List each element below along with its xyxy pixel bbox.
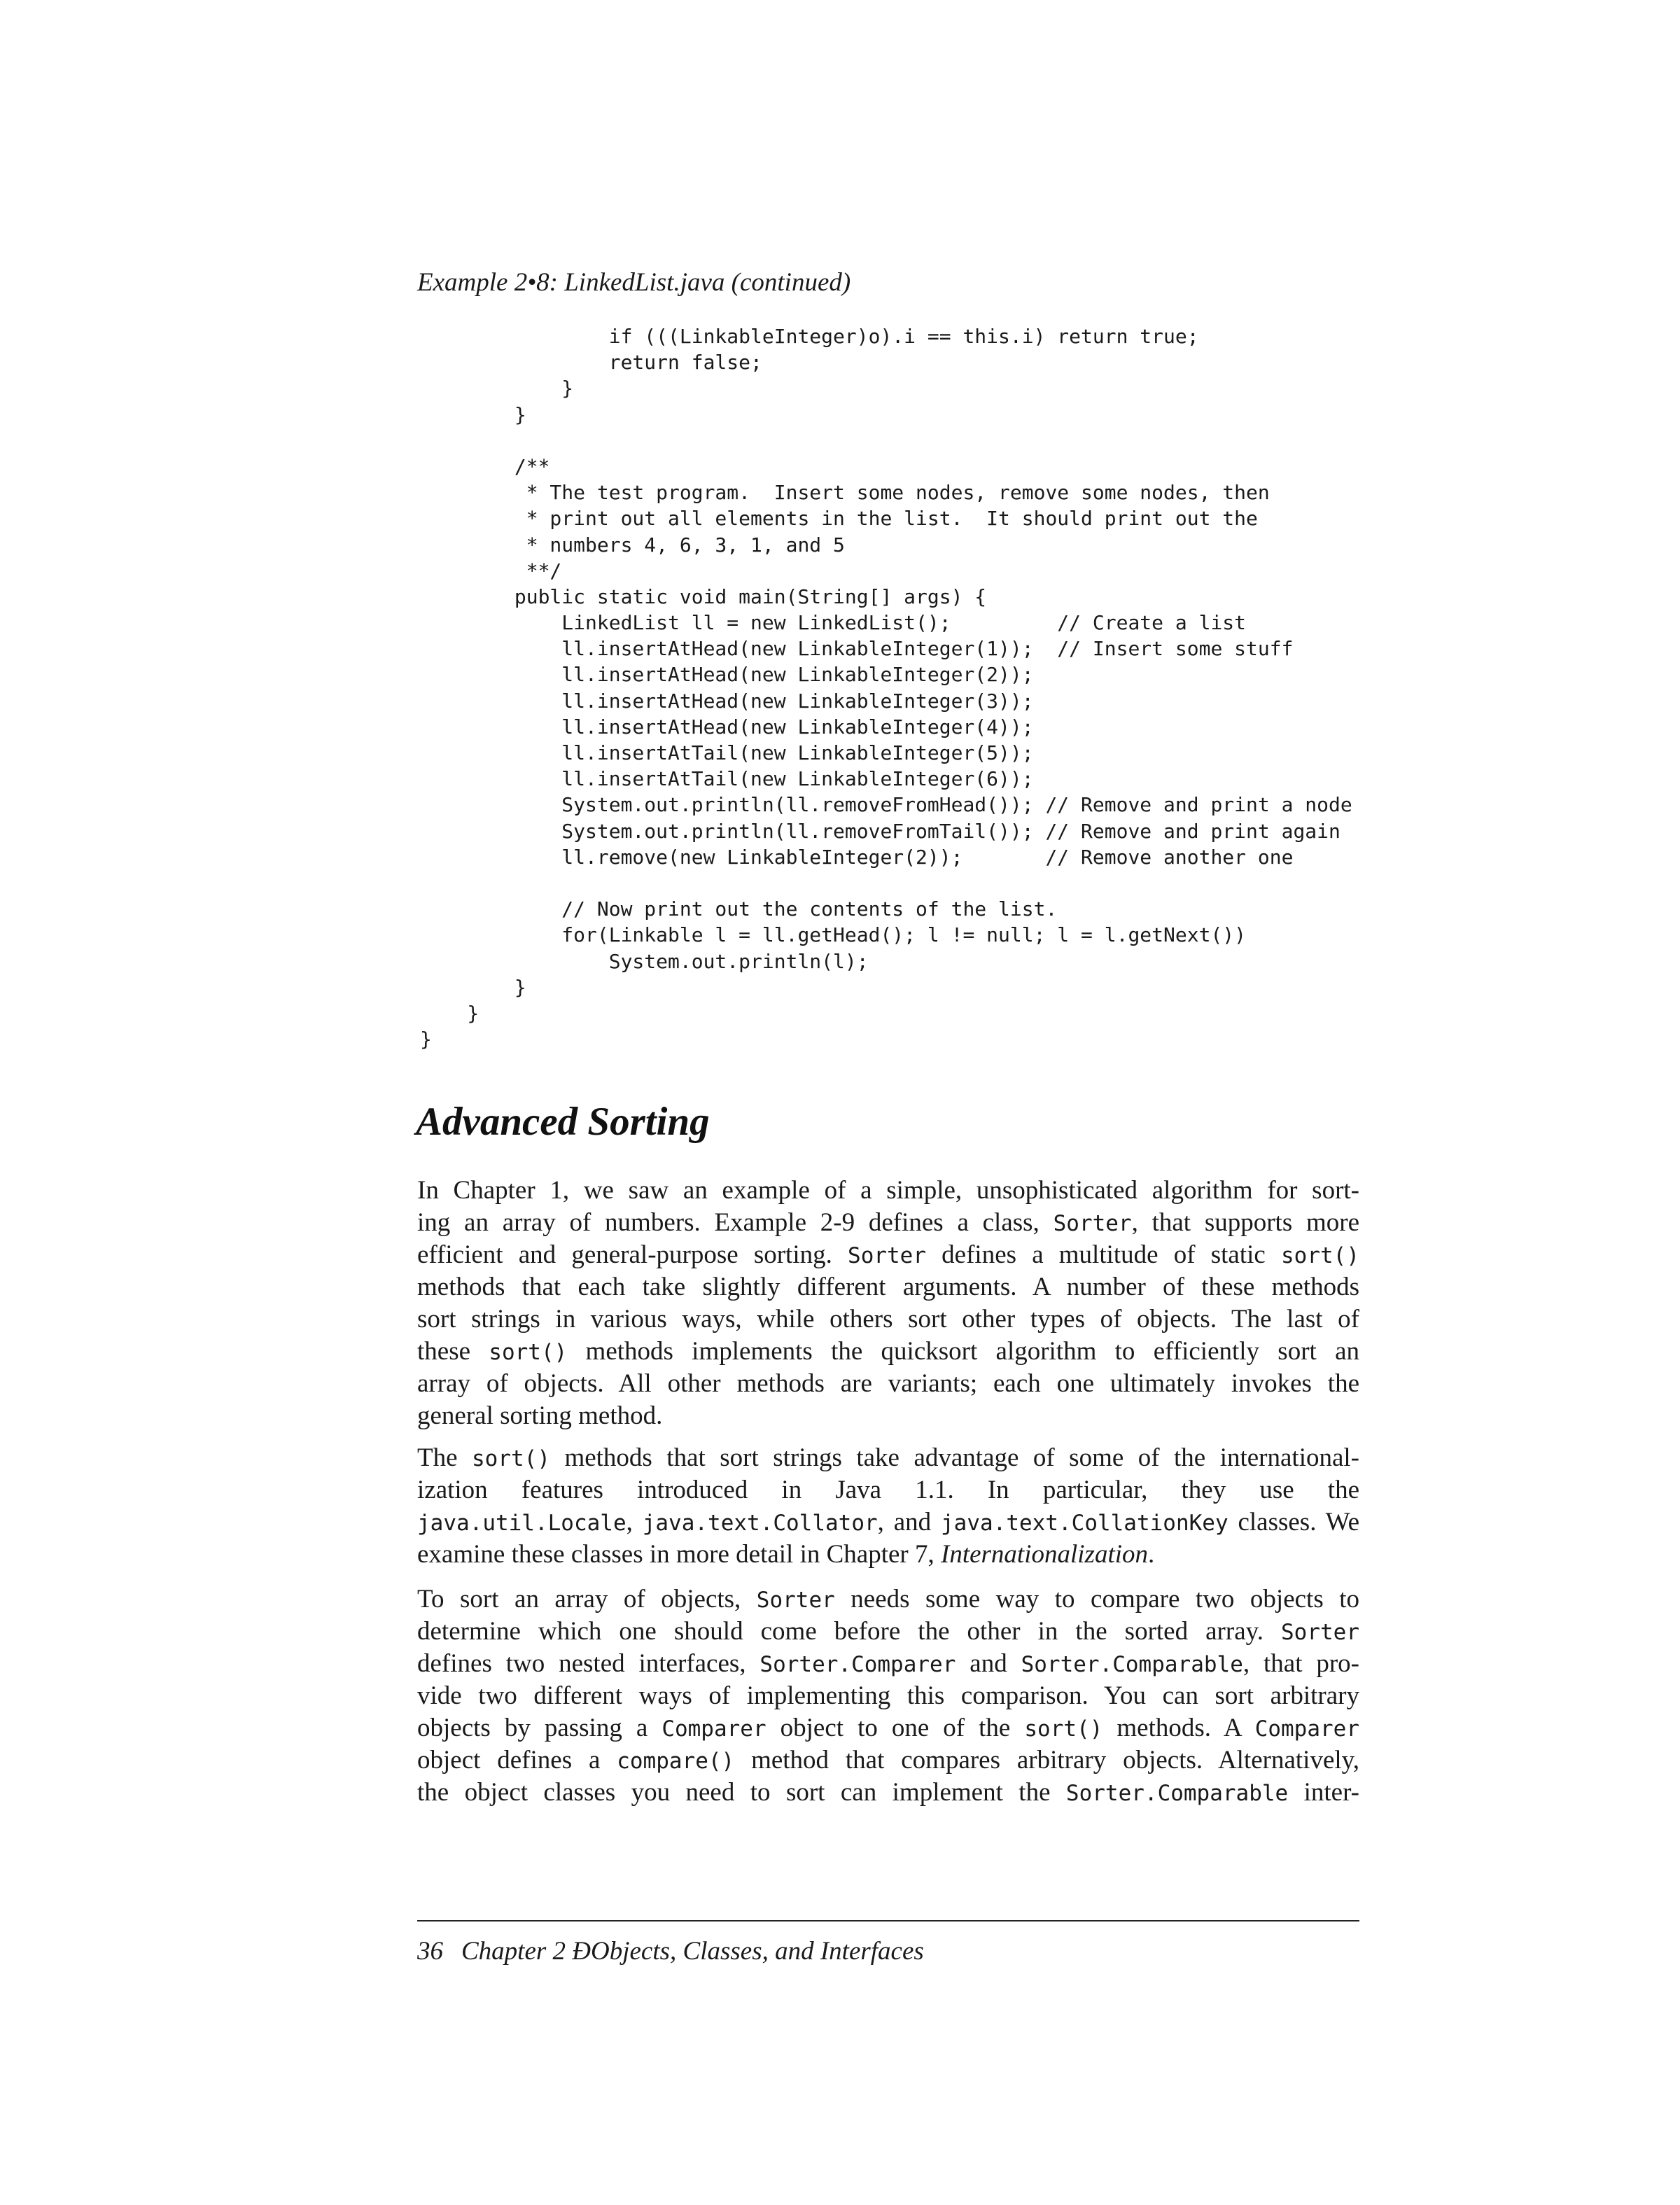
text-line — [417, 1368, 1359, 1400]
code-run: java.util.Locale — [417, 1511, 626, 1536]
code-run: java.text.CollationKey — [941, 1511, 1228, 1536]
text-run: To sort an array of objects, — [417, 1585, 757, 1614]
code-line: return false; — [420, 351, 762, 374]
text-line — [417, 1271, 1359, 1303]
text-line — [417, 1336, 1359, 1368]
code-line: } — [420, 377, 574, 400]
text-run: , and — [877, 1508, 941, 1536]
italic-run: Internationalization — [941, 1540, 1148, 1569]
code-line: public static void main(String[] args) { — [420, 584, 987, 608]
code-run: sort() — [472, 1446, 550, 1471]
text-run: , that pro- — [1242, 1649, 1359, 1678]
code-line: **/ — [420, 559, 562, 582]
code-run: sort() — [1024, 1716, 1103, 1742]
code-line: System.out.println(ll.removeFromHead()); // Remove and print a node — [420, 793, 1352, 817]
code-line: ll.insertAtTail(new LinkableInteger(5)); — [420, 741, 1034, 764]
text-run: vide two different ways of implementing this comparison. You can sort arbitrary — [417, 1681, 1359, 1710]
code-line: LinkedList ll = new LinkedList(); // Create a list — [420, 611, 1247, 635]
chapter-title: Chapter 2 ĐObjects, Classes, and Interfaces — [461, 1937, 924, 1966]
code-listing — [420, 323, 1470, 1052]
code-run: sort() — [1281, 1243, 1359, 1268]
code-line: } — [420, 975, 526, 999]
text-run: these — [417, 1337, 489, 1366]
text-run: ing an array of numbers. Example 2-9 defines a class, — [417, 1208, 1054, 1237]
paragraph-3 — [417, 1583, 1359, 1809]
text-run: classes. We — [1228, 1508, 1359, 1536]
text-run: and — [955, 1649, 1021, 1678]
text-line — [417, 1648, 1359, 1680]
code-run: Sorter — [1281, 1620, 1359, 1645]
text-run: objects by passing a — [417, 1714, 662, 1742]
text-line — [417, 1303, 1359, 1336]
text-run: methods. A — [1102, 1714, 1255, 1742]
code-line: } — [420, 1001, 479, 1025]
code-line: ll.remove(new LinkableInteger(2)); // Remove another one — [420, 845, 1294, 869]
text-run: In Chapter 1, we saw an example of a simple, unsophisticated algorithm for sort- — [417, 1176, 1359, 1205]
text-run: defines two nested interfaces, — [417, 1649, 760, 1678]
code-run: Sorter.Comparer — [760, 1652, 956, 1677]
text-run: , — [626, 1508, 643, 1536]
paragraph-1 — [417, 1175, 1359, 1432]
text-run: array of objects. All other methods are variants; each one ultimately invokes the — [417, 1369, 1359, 1398]
text-run: . — [1148, 1540, 1155, 1569]
code-line: * The test program. Insert some nodes, remove some nodes, then — [420, 481, 1270, 505]
text-run: efficient and general-purpose sorting. — [417, 1240, 848, 1269]
code-run: Comparer — [662, 1716, 766, 1742]
paragraph-2 — [417, 1442, 1359, 1571]
text-line — [417, 1680, 1359, 1712]
code-run: java.text.Collator — [642, 1511, 878, 1536]
text-line — [417, 1744, 1359, 1777]
text-run: object to one of the — [766, 1714, 1025, 1742]
text-line — [417, 1207, 1359, 1239]
code-line: System.out.println(l); — [420, 949, 869, 973]
text-line — [417, 1777, 1359, 1809]
code-run: compare() — [617, 1749, 735, 1774]
text-run: methods that each take slightly different arguments. A number of these methods — [417, 1273, 1359, 1301]
text-line — [417, 1712, 1359, 1744]
text-run: the object classes you need to sort can implement the — [417, 1778, 1066, 1807]
text-run: needs some way to compare two objects to — [834, 1585, 1359, 1614]
text-line — [417, 1539, 1359, 1571]
text-run: The — [417, 1443, 472, 1472]
text-run: method that compares arbitrary objects. Alternatively, — [734, 1746, 1359, 1774]
code-run: Sorter.Comparable — [1065, 1781, 1289, 1806]
page-footer — [417, 1935, 924, 1968]
code-line: // Now print out the contents of the list. — [420, 897, 1058, 921]
code-run: sort() — [489, 1340, 568, 1365]
code-line: } — [420, 1028, 432, 1051]
text-run: determine which one should come before the other in the sorted array. — [417, 1617, 1282, 1646]
text-line — [417, 1400, 1359, 1432]
code-line: if (((LinkableInteger)o).i == this.i) return true; — [420, 325, 1199, 348]
code-run: Sorter — [756, 1588, 835, 1613]
page-number: 36 — [417, 1937, 443, 1966]
text-run: methods implements the quicksort algorithm to efficiently sort an — [567, 1337, 1359, 1366]
code-line: * numbers 4, 6, 3, 1, and 5 — [420, 533, 845, 556]
code-run: Sorter.Comparable — [1021, 1652, 1243, 1677]
code-run: Sorter — [848, 1243, 927, 1268]
text-run: general sorting method. — [417, 1401, 663, 1430]
text-run: ization features introduced in Java 1.1. In particular, they use the — [417, 1476, 1359, 1504]
text-run: object defines a — [417, 1746, 617, 1774]
code-line: ll.insertAtHead(new LinkableInteger(1)); // Insert some stuff — [420, 637, 1294, 661]
text-line — [417, 1474, 1359, 1506]
code-line: * print out all elements in the list. It should print out the — [420, 507, 1258, 531]
code-line: ll.insertAtHead(new LinkableInteger(3)); — [420, 689, 1034, 713]
text-run: defines a multitude of static — [926, 1240, 1282, 1269]
text-run: sort strings in various ways, while others sort other types of objects. The last of — [417, 1305, 1359, 1334]
code-line: ll.insertAtHead(new LinkableInteger(2)); — [420, 663, 1034, 687]
text-run: , that supports more — [1131, 1208, 1360, 1237]
example-caption: Example 2•8: LinkedList.java (continued) — [417, 268, 851, 297]
text-line — [417, 1175, 1359, 1207]
code-line — [420, 870, 1470, 896]
footer-rule — [417, 1920, 1359, 1921]
text-line — [417, 1583, 1359, 1616]
section-heading: Advanced Sorting — [416, 1100, 710, 1144]
text-line — [417, 1239, 1359, 1271]
text-run: inter- — [1288, 1778, 1360, 1807]
code-run: Comparer — [1254, 1716, 1359, 1742]
code-line: } — [420, 402, 526, 426]
text-line — [417, 1506, 1359, 1539]
code-line: /** — [420, 454, 550, 478]
code-line: for(Linkable l = ll.getHead(); l != null; l = l.getNext()) — [420, 923, 1247, 947]
code-run: Sorter — [1053, 1211, 1132, 1236]
text-line — [417, 1442, 1359, 1474]
code-line — [420, 428, 1470, 454]
code-line: ll.insertAtHead(new LinkableInteger(4)); — [420, 715, 1034, 738]
text-line — [417, 1616, 1359, 1648]
text-run: methods that sort strings take advantage of some of the international- — [550, 1443, 1360, 1472]
text-run: examine these classes in more detail in Chapter 7, — [417, 1540, 941, 1569]
code-line: System.out.println(ll.removeFromTail()); // Remove and print again — [420, 819, 1340, 843]
code-line: ll.insertAtTail(new LinkableInteger(6)); — [420, 767, 1034, 791]
